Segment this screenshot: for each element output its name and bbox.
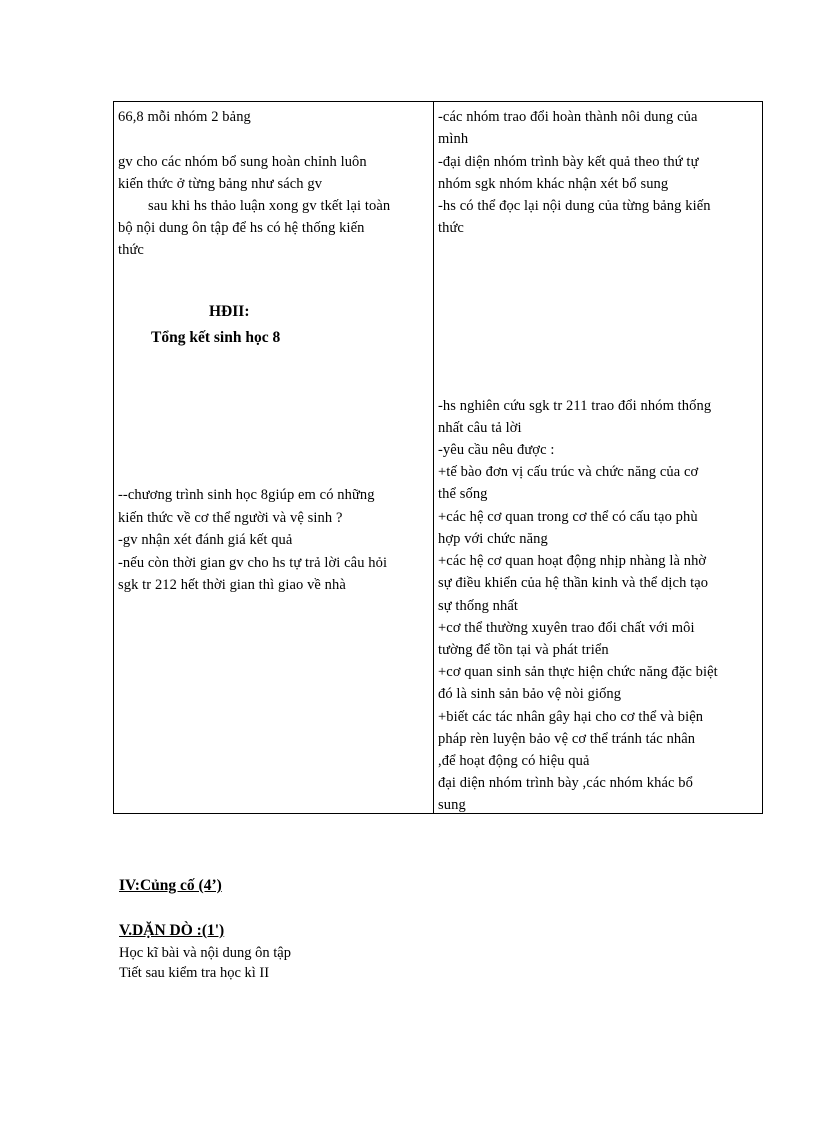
right-text-line: +các hệ cơ quan trong cơ thể có cấu tạo phù (438, 509, 698, 525)
section-heading-consolidation: IV:Củng cố (4’) (119, 877, 222, 894)
right-text-line: tường để tồn tại và phát triển (438, 642, 609, 658)
right-text-line: -yêu cầu nêu được : (438, 442, 555, 458)
right-text-line: mình (438, 131, 469, 147)
section-heading-homework: V.DẶN DÒ :(1') (119, 922, 225, 939)
right-text-line: sung (438, 797, 466, 813)
left-text-line: -nếu còn thời gian gv cho hs tự trả lời câu hỏi (118, 555, 388, 571)
right-text-line: đại diện nhóm trình bày ,các nhóm khác bổ (438, 775, 693, 791)
left-text-line: 66,8 mỗi nhóm 2 bảng (118, 109, 251, 125)
right-text-line: nhất câu tả lời (438, 420, 522, 436)
left-text-line: kiến thức về cơ thể người và vệ sinh ? (118, 510, 343, 526)
right-text-line: -hs nghiên cứu sgk tr 211 trao đổi nhóm thống (438, 398, 712, 414)
homework-line: Tiết sau kiểm tra học kì II (119, 965, 270, 981)
right-text-line: thể sống (438, 486, 488, 502)
left-text-line: bộ nội dung ôn tập để hs có hệ thống kiến (118, 220, 365, 236)
right-text-line: nhóm sgk nhóm khác nhận xét bổ sung (438, 176, 669, 192)
left-text-line: gv cho các nhóm bổ sung hoàn chỉnh luôn (118, 154, 367, 170)
right-text-line: ,để hoạt động có hiệu quả (438, 753, 590, 769)
lesson-table (113, 101, 763, 814)
student-column (434, 102, 763, 813)
right-text-line: -đại diện nhóm trình bày kết quả theo thứ tự (438, 154, 699, 170)
left-text-line: kiến thức ở từng bảng như sách gv (118, 176, 323, 192)
left-text-line: -gv nhận xét đánh giá kết quả (118, 532, 293, 548)
activity-heading-label: HĐII: (209, 303, 250, 320)
right-text-line: +các hệ cơ quan hoạt động nhịp nhàng là nhờ (438, 553, 707, 569)
right-text-line: đó là sinh sản bảo vệ nòi giống (438, 686, 622, 702)
right-text-line: pháp rèn luyện bảo vệ cơ thể tránh tác nhân (438, 731, 696, 747)
right-text-line: hợp với chức năng (438, 531, 548, 547)
right-text-line: thức (438, 220, 464, 236)
homework-line: Học kĩ bài và nội dung ôn tập (119, 945, 291, 961)
right-text-line: +biết các tác nhân gây hại cho cơ thể và biện (438, 709, 704, 725)
teacher-column (114, 102, 433, 813)
right-text-line: sự thống nhất (438, 598, 519, 614)
right-text-line: +cơ quan sinh sản thực hiện chức năng đặc biệt (438, 664, 718, 680)
right-text-line: +tế bào đơn vị cấu trúc và chức năng của cơ (438, 464, 699, 480)
left-text-line: sau khi hs thảo luận xong gv tkết lại toàn (148, 198, 391, 214)
left-text-line: --chương trình sinh học 8giúp em có những (118, 487, 375, 503)
right-text-line: sự điều khiển của hệ thần kinh và thể dịch tạo (438, 575, 709, 591)
right-text-line: -hs có thể đọc lại nội dung của từng bảng kiến (438, 198, 711, 214)
left-text-line: sgk tr 212 hết thời gian thì giao về nhà (118, 577, 346, 593)
right-text-line: +cơ thể thường xuyên trao đổi chất với môi (438, 620, 695, 636)
right-text-line: -các nhóm trao đổi hoàn thành nôi dung của (438, 109, 698, 125)
left-text-line: thức (118, 242, 144, 258)
activity-heading-title: Tổng kết sinh học 8 (151, 329, 281, 346)
